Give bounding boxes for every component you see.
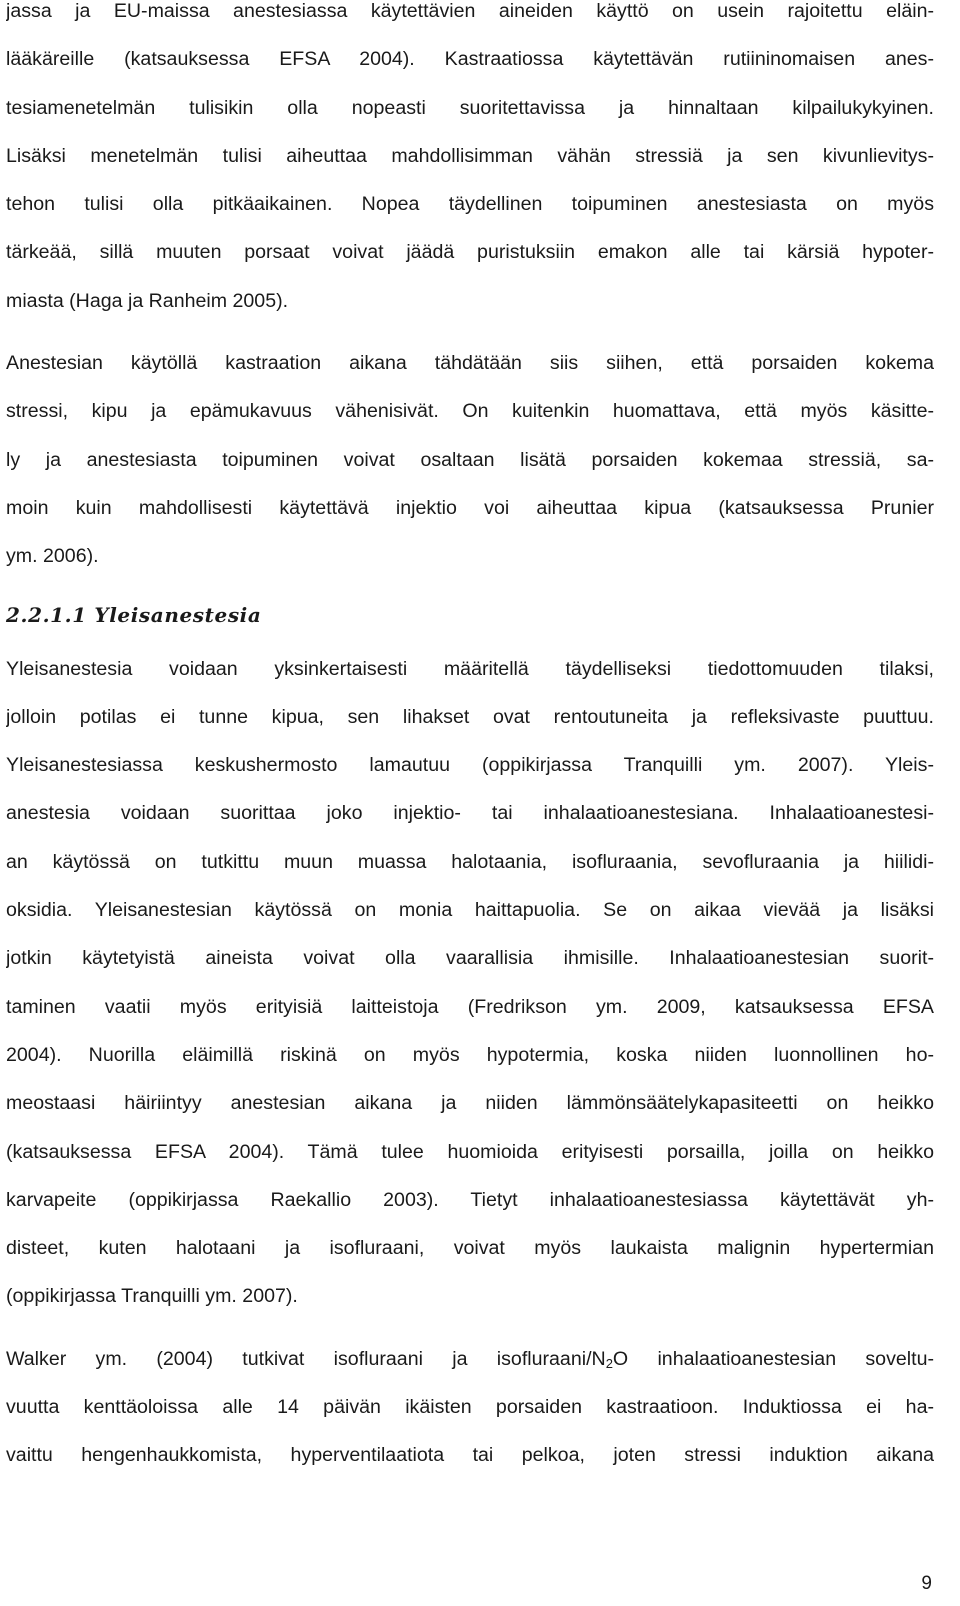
text-line: meostaasi häiriintyy anestesian aikana ja niiden lämmönsäätelykapasiteetti on heikko: [6, 1092, 934, 1115]
paragraph-general-anesthesia: [6, 645, 934, 1321]
text-line: ym. 2006).: [6, 545, 99, 568]
text-line: moin kuin mahdollisesti käytettävä injektio voi aiheuttaa kipua (katsauksessa Prunier: [6, 496, 934, 519]
text-line: tärkeää, sillä muuten porsaat voivat jäädä puristuksiin emakon alle tai kärsiä hypoter-: [6, 241, 934, 264]
text-line: anestesia voidaan suorittaa joko injektio- tai inhalaatioanestesiana. Inhalaatioanestesi-: [6, 802, 934, 825]
text-line: jassa ja EU-maissa anestesiassa käytettävien aineiden käyttö on usein rajoitettu eläin-: [6, 0, 934, 22]
text-fragment: Walker ym. (2004) tutkivat isofluraani ja isofluraani/N: [6, 1347, 606, 1370]
text-line: Yleisanestesiassa keskushermosto lamautuu (oppikirjassa Tranquilli ym. 2007). Yleis-: [6, 754, 934, 777]
text-line: Anestesian käytöllä kastraation aikana tähdätään siis siihen, että porsaiden kokema: [6, 352, 934, 375]
subscript: 2: [605, 1355, 613, 1371]
paragraph-spacer: [6, 1321, 934, 1335]
text-line: vaittu hengenhaukkomista, hyperventilaatiota tai pelkoa, joten stressi induktion aikana: [6, 1444, 934, 1467]
page-number: 9: [921, 1573, 932, 1594]
text-line: disteet, kuten halotaani ja isofluraani, voivat myös laukaista malignin hypertermian: [6, 1237, 934, 1260]
text-line: lääkäreille (katsauksessa EFSA 2004). Kastraatiossa käytettävän rutiininomaisen anes-: [6, 48, 934, 71]
text-line: (oppikirjassa Tranquilli ym. 2007).: [6, 1285, 298, 1308]
text-line: oksidia. Yleisanestesian käytössä on monia haittapuolia. Se on aikaa vievää ja lisäksi: [6, 899, 934, 922]
text-line: an käytössä on tutkittu muun muassa halotaania, isofluraania, sevofluraania ja hiilidi-: [6, 850, 934, 873]
text-line: Yleisanestesia voidaan yksinkertaisesti määritellä täydelliseksi tiedottomuuden tilaksi,: [6, 657, 934, 680]
document-page: [6, 0, 934, 1480]
text-fragment: O inhalaatioanestesian soveltu-: [612, 1347, 934, 1370]
text-line: ly ja anestesiasta toipuminen voivat osaltaan lisätä porsaiden kokemaa stressiä, sa-: [6, 448, 934, 471]
text-line: 2004). Nuorilla eläimillä riskinä on myös hypotermia, koska niiden luonnollinen ho-: [6, 1043, 934, 1066]
text-line-with-subscript: [6, 1335, 934, 1383]
text-line: stressi, kipu ja epämukavuus vähenisivät. On kuitenkin huomattava, että myös käsitte-: [6, 400, 934, 423]
text-line: (katsauksessa EFSA 2004). Tämä tulee huomioida erityisesti porsailla, joilla on heikko: [6, 1140, 934, 1163]
section-heading: 2.2.1.1 Yleisanestesia: [6, 602, 262, 627]
text-line: tehon tulisi olla pitkäaikainen. Nopea täydellinen toipuminen anestesiasta on myös: [6, 193, 934, 216]
text-line: taminen vaatii myös erityisiä laitteistoja (Fredrikson ym. 2009, katsauksessa EFSA: [6, 995, 934, 1018]
paragraph-anesthesia-goals: [6, 339, 934, 580]
text-line: jolloin potilas ei tunne kipua, sen lihakset ovat rentoutuneita ja refleksivaste puuttuu.: [6, 705, 934, 728]
text-line: karvapeite (oppikirjassa Raekallio 2003). Tietyt inhalaatioanestesiassa käytettävät yh-: [6, 1188, 934, 1211]
paragraph-anesthesia-requirements: [6, 0, 934, 325]
text-line: tesiamenetelmän tulisikin olla nopeasti suoritettavissa ja hinnaltaan kilpailukykyinen.: [6, 96, 934, 119]
text-line: vuutta kenttäoloissa alle 14 päivän ikäisten porsaiden kastraatioon. Induktiossa ei ha-: [6, 1396, 934, 1419]
text-line: Lisäksi menetelmän tulisi aiheuttaa mahdollisimman vähän stressiä ja sen kivunlievitys-: [6, 144, 934, 167]
text-line: miasta (Haga ja Ranheim 2005).: [6, 289, 289, 312]
paragraph-spacer: [6, 325, 934, 339]
text-line: jotkin käytetyistä aineista voivat olla vaarallisia ihmisille. Inhalaatioanestesian suorit-: [6, 947, 934, 970]
paragraph-walker-study: [6, 1335, 934, 1480]
